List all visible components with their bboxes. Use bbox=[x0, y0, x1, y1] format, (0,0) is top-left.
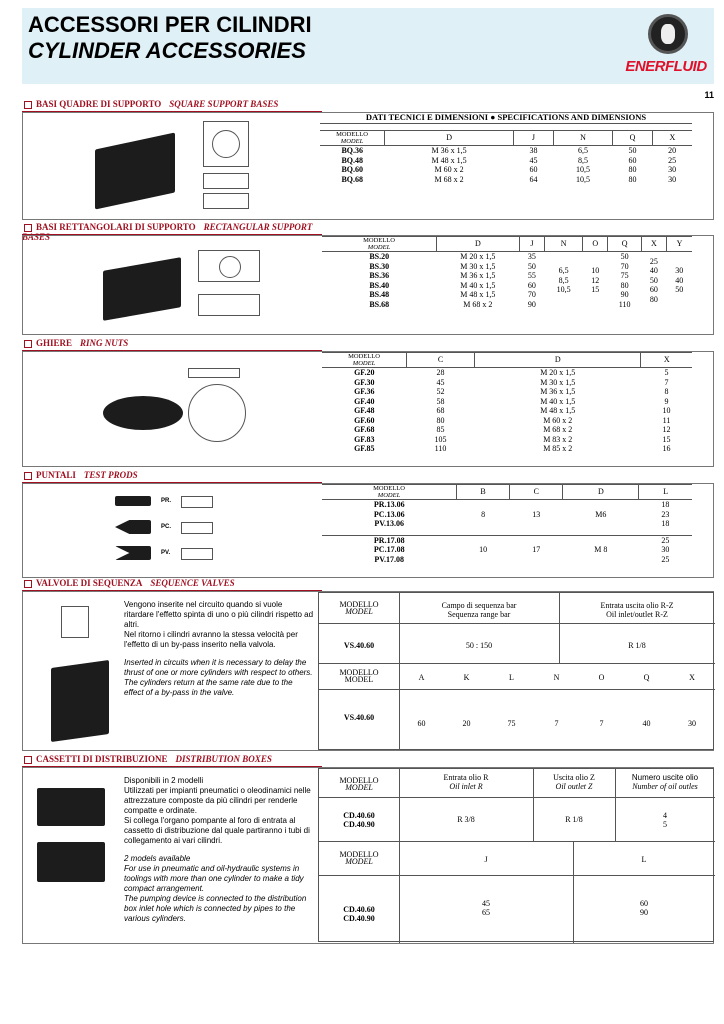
ring-nut-drawing-side bbox=[188, 368, 240, 378]
test-prod-pv-drawing bbox=[181, 548, 213, 560]
square-base-drawing-top bbox=[203, 121, 249, 167]
square-base-photo bbox=[95, 132, 175, 209]
test-prod-pv-photo bbox=[115, 546, 151, 560]
valve-symbol-icon bbox=[61, 606, 89, 638]
test-prod-pr-photo bbox=[115, 496, 151, 506]
square-bases-table: DATI TECNICI E DIMENSIONI ● SPECIFICATIONS AND DIMENSIONS MODELLO MODEL D J N Q X BQ.36 M 36 x 1,5 38 6,5 50 20 BQ.48 M 48 x 1,5 45 8,5 60 25 BQ.60 M 60 x 2 60 10,5 80 30 BQ.68 M 68 x 2 64 10,5 80 30 bbox=[320, 112, 692, 184]
test-prods-table: MODELLO MODEL B C D L PR.13.06 PC.13.06 PV.13.06 8 13 M6 18 23 18 PR.17.08 PC.17.08 PV.17.08 10 17 M 8 25 30 25 bbox=[322, 484, 692, 564]
title-english: CYLINDER ACCESSORIES bbox=[28, 38, 306, 63]
ring-nuts-table: MODELLO MODEL C D X GF.20 28 M 20 x 1,5 5 GF.30 45 M 30 x 1,5 7 GF.36 52 M 36 x 1,5 8 GF.40 58 M 40 x 1,5 9 GF.48 68 M 48 x 1,5 10 GF.60 80 M 60 x 2 11 GF.68 85 M 68 x 2 12 GF.83 105 M 83 x 2 15 GF.85 110 M 85 x 2 16 bbox=[322, 352, 692, 454]
title-italian: ACCESSORI PER CILINDRI bbox=[28, 12, 312, 37]
label-pv: PV. bbox=[161, 550, 171, 556]
rect-bases-table: MODELLO MODEL D J N O Q X Y BS.20 BS.30 BS.36 BS.40 BS.48 BS.68 M 20 x 1,5 M 30 x 1,5 M 36 x 1,5 M 40 x 1,5 M 48 x 1,5 M 68 x 2 35 50 55 60 70 90 6,5 8,5 10,5 10 12 15 50 70 75 80 90 110 25 40 50 60 80 30 40 50 bbox=[322, 236, 692, 309]
test-prod-pc-drawing bbox=[181, 522, 213, 534]
specs-title: DATI TECNICI E DIMENSIONI ● SPECIFICATIONS AND DIMENSIONS bbox=[320, 112, 692, 124]
section-title-test-prods: PUNTALI TEST PRODS bbox=[22, 470, 322, 483]
rect-base-drawing-top bbox=[198, 250, 260, 282]
square-base-drawing-front bbox=[203, 193, 249, 209]
label-pc: PC. bbox=[161, 524, 172, 530]
page-header bbox=[22, 8, 714, 84]
square-base-drawing-side bbox=[203, 173, 249, 189]
valve-tables: MODELLO MODEL Campo di sequenza bar Sequenza range bar Entrata uscita olio R-Z Oil inlet/outlet R-Z VS.40.60 50 : 150 R 1/8 MODELLO MODEL A K L N O Q X VS.40.60 60 20 75 7 7 40 30 bbox=[318, 592, 714, 750]
test-prod-pr-drawing bbox=[181, 496, 213, 508]
section-title-ring-nuts: GHIERE RING NUTS bbox=[22, 338, 322, 351]
distribution-box-photo-2 bbox=[37, 842, 105, 882]
section-title-rect-bases: BASI RETTANGOLARI DI SUPPORTO RECTANGULAR SUPPORT BASES bbox=[22, 222, 322, 235]
logo-emblem-icon bbox=[648, 14, 688, 54]
rect-base-photo bbox=[103, 257, 181, 321]
enerfluid-logo bbox=[622, 14, 710, 80]
ring-nut-photo bbox=[103, 396, 183, 430]
section-title-sequence-valves: VALVOLE DI SEQUENZA SEQUENCE VALVES bbox=[22, 578, 322, 591]
rect-base-drawing-side bbox=[198, 294, 260, 316]
sequence-valve-photo bbox=[51, 660, 109, 742]
ring-nut-drawing-front bbox=[188, 384, 246, 442]
page-number: 11 bbox=[704, 90, 714, 100]
section-title-square-bases: BASI QUADRE DI SUPPORTO SQUARE SUPPORT BASES bbox=[22, 99, 322, 112]
logo-text: ENERFLUID bbox=[625, 58, 707, 75]
valve-description: Vengono inserite nel circuito quando si vuole ritardare l'effetto spinta di uno o più cilindri rispetto ad altri. Nel ritorno i cilindri avranno la stessa velocità per l'effetto di un by-pass inserito nella valvola. Inserted in circuits when it is necessary to delay the thrust of one or more cylinders with respect to others. The cylinders return at the same rate due to the effect of a by-pass in the valve. bbox=[124, 600, 314, 697]
section-title-distribution-boxes: CASSETTI DI DISTRIBUZIONE DISTRIBUTION BOXES bbox=[22, 754, 322, 767]
distribution-box-description: Disponibili in 2 modelli Utilizzati per impianti pneumatici o oleodinamici nelle attrezzature composte da più cilindri per renderle compatte e ordinate. Si collega l'organo pompante al foro di entrata al cassetto di distribuzione dal quale partiranno i tubi di collegamento ai vari cilindri. 2 models available For use in pneumatic and oil-hydraulic systems in toolings with more than one cylinder to make a tidy compact arrangement. The pumping device is connected to the distribution box inlet hole which is connected by pipes to the various cylinders. bbox=[124, 776, 311, 923]
distribution-box-photo-1 bbox=[37, 788, 105, 826]
distribution-box-tables: MODELLO MODEL Entrata olio R Oil inlet R Uscita olio Z Oil outlet Z Numero uscite olio Number of oil outles CD.40.60 CD.40.90 R 3/8 R 1/8 4 5 MODELLO MODEL J L CD.40.60 CD.40.90 45 65 60 90 bbox=[318, 768, 714, 942]
label-pr: PR. bbox=[161, 498, 172, 504]
test-prod-pc-photo bbox=[115, 520, 151, 534]
